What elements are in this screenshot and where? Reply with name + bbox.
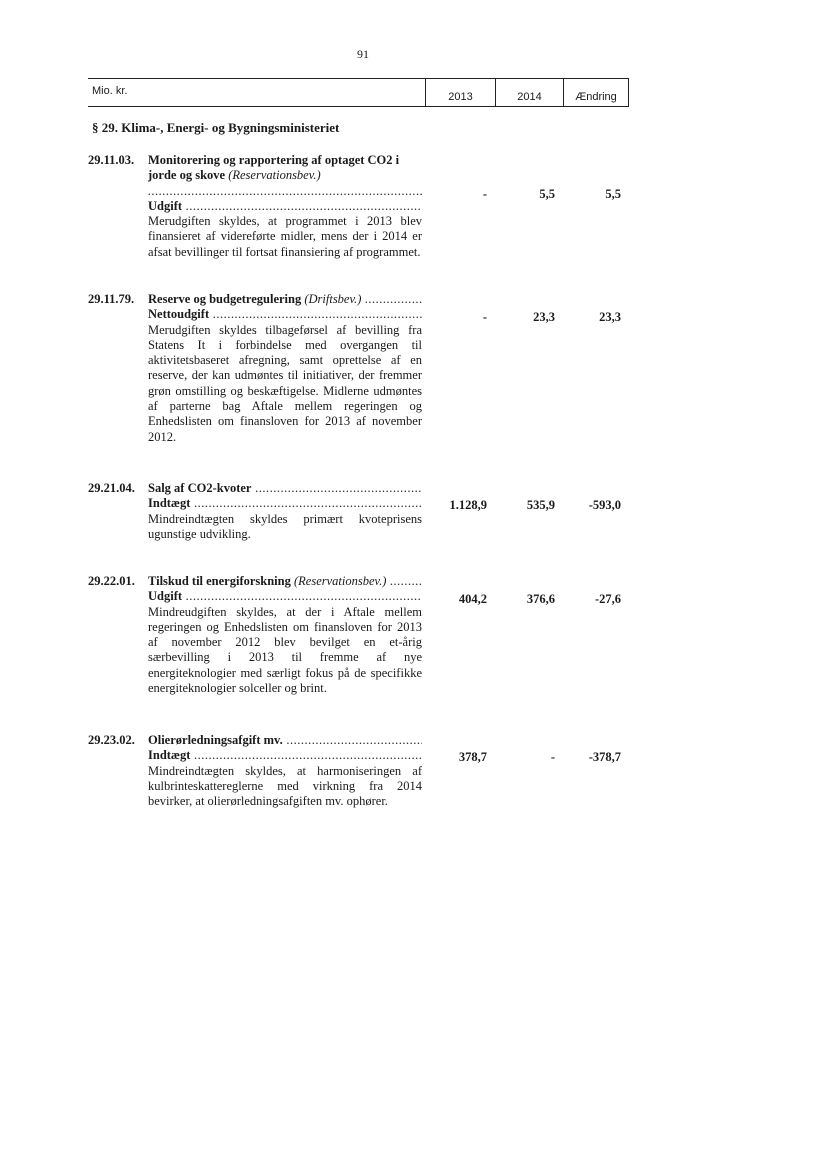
column-2014: 2014 (495, 79, 563, 106)
item-title: Monitorering og rapportering af optaget CO2 i jorde og skove (Reservationsbev.) ..... (148, 153, 422, 199)
value-change: 5,5 (605, 187, 621, 201)
item-code: 29.22.01. (88, 574, 135, 588)
item-title: Tilskud til energiforskning (Reservationsbev.) ..... (148, 574, 422, 589)
value-change: 23,3 (599, 310, 621, 324)
value-2014: - (550, 750, 555, 764)
value-2013: - (482, 310, 487, 324)
value-2013: - (482, 187, 487, 201)
value-2014: 23,3 (533, 310, 555, 324)
item-label: Nettoudgift ..... (148, 307, 422, 322)
section-title: § 29. Klima-, Energi- og Bygningsministeriet (92, 120, 340, 135)
value-2013: 404,2 (458, 592, 487, 606)
item-label: Indtægt ..... (148, 496, 422, 511)
value-change: -593,0 (588, 498, 621, 512)
column-change: Ændring (563, 79, 629, 106)
item-title: Salg af CO2-kvoter ..... (148, 481, 422, 496)
value-change: -378,7 (588, 750, 621, 764)
item-description: Mindreindtægten skyldes, at harmoniseringen af kulbrinteskattereglerne med virkning fra 2014 bevirker, at olierørledningsafgiften mv. ophører. (148, 763, 422, 809)
value-2013: 1.128,9 (449, 498, 487, 512)
item-code: 29.23.02. (88, 733, 135, 747)
value-2014: 376,6 (526, 592, 555, 606)
value-2013: 378,7 (458, 750, 487, 764)
value-change: -27,6 (594, 592, 621, 606)
item-code: 29.21.04. (88, 481, 135, 495)
value-2014: 535,9 (526, 498, 555, 512)
item-description: Merudgiften skyldes, at programmet i 2013 blev finansieret af videreførte midler, mens der i 2014 er afsat bevillinger til fortsat finansiering af programmet. (148, 214, 422, 259)
unit-label: Mio. kr. (92, 85, 128, 97)
item-description: Mindreudgiften skyldes, at der i Aftale mellem regeringen og Enhedslisten om finansloven for 2013 af november 2012 blev bevilget en et-årig særbevilling i 2013 til fremme af nye energiteknologier med særligt fokus på de specifikke energiteknologier solceller og brint. (148, 604, 422, 696)
item-code: 29.11.03. (88, 153, 135, 167)
item-label: Udgift ..... (148, 589, 422, 604)
page-number: 91 (357, 47, 369, 61)
item-description: Merudgiften skyldes tilbageførsel af bevilling fra Statens It i forbindelse med overgangen til aktivitetsbaseret afregning, samt oprettelse af en reserve, der kan udmøntes til initiativer, der fremmer grøn omstilling og beskæftigelse. Midlerne udmøntes af parterne bag Aftale mellem regeringen og Enhedslisten om finansloven for 2013 af november 2012. (148, 322, 422, 444)
item-description: Mindreindtægten skyldes primært kvoteprisens ugunstige udvikling. (148, 511, 422, 541)
item-label: Udgift ..... (148, 199, 422, 214)
item-label: Indtægt ..... (148, 748, 422, 763)
column-2013: 2013 (425, 79, 495, 106)
column-header (88, 78, 629, 107)
item-title: Olierørledningsafgift mv. ..... (148, 733, 422, 748)
item-code: 29.11.79. (88, 292, 135, 306)
value-2014: 5,5 (539, 187, 555, 201)
item-title: Reserve og budgetregulering (Driftsbev.) ..... (148, 292, 422, 307)
